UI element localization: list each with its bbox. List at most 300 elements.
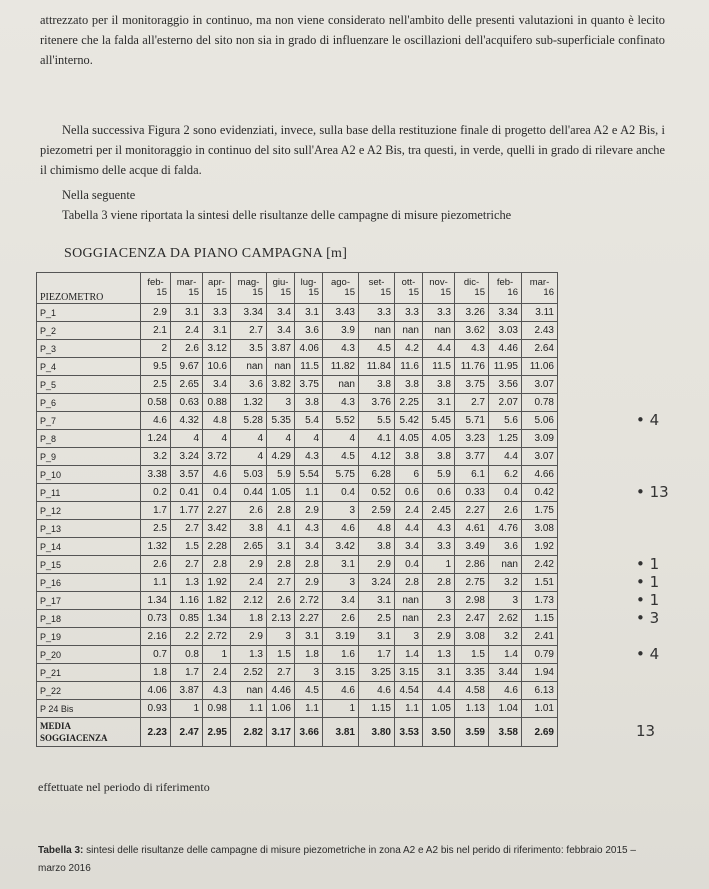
cell-value: 4.2	[395, 340, 423, 358]
cell-value: 5.03	[231, 466, 267, 484]
cell-value: 1.32	[141, 538, 171, 556]
handwritten-mark: • 4	[636, 644, 660, 663]
cell-value: 2.27	[455, 502, 489, 520]
table-body	[37, 304, 558, 747]
table-row	[37, 448, 558, 466]
cell-value: 2.72	[295, 592, 323, 610]
cell-value: 1.15	[359, 700, 395, 718]
cell-value: 2.2	[171, 628, 203, 646]
cell-value: 0.79	[522, 646, 558, 664]
cell-value: 4.1	[359, 430, 395, 448]
media-value: 3.80	[359, 718, 395, 747]
cell-value: 6.2	[489, 466, 522, 484]
cell-value: 1.06	[267, 700, 295, 718]
cell-value: 4.4	[423, 340, 455, 358]
cell-value: 1.05	[267, 484, 295, 502]
header-month: mag- 15	[231, 273, 267, 304]
cell-value: 3	[395, 628, 423, 646]
cell-value: 0.8	[171, 646, 203, 664]
cell-value: 1.5	[267, 646, 295, 664]
cell-value: 2.1	[141, 322, 171, 340]
cell-value: 1.01	[522, 700, 558, 718]
cell-value: 3.35	[455, 664, 489, 682]
cell-value: 3.87	[267, 340, 295, 358]
cell-value: 4.6	[489, 682, 522, 700]
cell-value: 2.4	[231, 574, 267, 592]
cell-value: 1.3	[171, 574, 203, 592]
cell-value: 2.86	[455, 556, 489, 574]
cell-value: 3.4	[323, 592, 359, 610]
cell-value: 1.05	[423, 700, 455, 718]
cell-value: 3.4	[267, 304, 295, 322]
media-value: 2.82	[231, 718, 267, 747]
cell-value: 1.15	[522, 610, 558, 628]
handwritten-mark: • 1	[636, 590, 660, 609]
cell-value: 0.6	[423, 484, 455, 502]
cell-value: 1.51	[522, 574, 558, 592]
cell-value: 3.8	[295, 394, 323, 412]
cell-value: 4.6	[359, 682, 395, 700]
cell-value: 4	[267, 430, 295, 448]
cell-value: 3.12	[203, 340, 231, 358]
cell-value: 3	[267, 628, 295, 646]
cell-value: 5.45	[423, 412, 455, 430]
cell-value: 3.44	[489, 664, 522, 682]
cell-value: 2.52	[231, 664, 267, 682]
cell-value: 0.4	[395, 556, 423, 574]
cell-value: 1.92	[203, 574, 231, 592]
cell-value: 2.6	[323, 610, 359, 628]
cell-value: 4.5	[295, 682, 323, 700]
cell-value: 11.06	[522, 358, 558, 376]
cell-value: 4.3	[455, 340, 489, 358]
table-row	[37, 682, 558, 700]
table-row	[37, 628, 558, 646]
header-month: set- 15	[359, 273, 395, 304]
cell-value: 2.72	[203, 628, 231, 646]
cell-value: 1.77	[171, 502, 203, 520]
cell-value: 1.8	[141, 664, 171, 682]
piezometer-name: P_1	[37, 304, 141, 322]
cell-value: 1.92	[522, 538, 558, 556]
cell-value: nan	[267, 358, 295, 376]
cell-value: 5.42	[395, 412, 423, 430]
cell-value: 4.6	[323, 520, 359, 538]
cell-value: 2.27	[295, 610, 323, 628]
cell-value: 0.78	[522, 394, 558, 412]
cell-value: 3.43	[323, 304, 359, 322]
media-row	[37, 718, 558, 747]
cell-value: 1.16	[171, 592, 203, 610]
table-row	[37, 502, 558, 520]
cell-value: 0.73	[141, 610, 171, 628]
table-row	[37, 484, 558, 502]
header-month: apr- 15	[203, 273, 231, 304]
cell-value: 2.6	[231, 502, 267, 520]
cell-value: 3.6	[295, 322, 323, 340]
cell-value: 5.35	[267, 412, 295, 430]
cell-value: 6.1	[455, 466, 489, 484]
cell-value: 1.1	[295, 484, 323, 502]
cell-value: 11.84	[359, 358, 395, 376]
cell-value: 11.95	[489, 358, 522, 376]
cell-value: 4.76	[489, 520, 522, 538]
cell-value: 4.4	[489, 448, 522, 466]
cell-value: 3.62	[455, 322, 489, 340]
cell-value: 4.61	[455, 520, 489, 538]
cell-value: 5.6	[489, 412, 522, 430]
cell-value: 2.4	[395, 502, 423, 520]
cell-value: 3.25	[359, 664, 395, 682]
cell-value: 1.1	[141, 574, 171, 592]
cell-value: 3.4	[203, 376, 231, 394]
cell-value: 3.57	[171, 466, 203, 484]
cell-value: 1.94	[522, 664, 558, 682]
cell-value: 2.42	[522, 556, 558, 574]
header-month: mar- 15	[171, 273, 203, 304]
paragraph-figure-2: Nella successiva Figura 2 sono evidenziati, invece, sulla base della restituzione finale di progetto dell'area A2 e A2 Bis, i piezometri per il monitoraggio in continuo del sito sull'Area A2 e A2 Bis, tra questi, in verde, quelli in grado di rilevare anche il chimismo delle acque di falda.	[40, 123, 665, 177]
cell-value: 1.3	[423, 646, 455, 664]
cell-value: 11.76	[455, 358, 489, 376]
table-row	[37, 412, 558, 430]
cell-value: 1.8	[295, 646, 323, 664]
cell-value: 4.8	[203, 412, 231, 430]
cell-value: 0.44	[231, 484, 267, 502]
cell-value: 4.8	[359, 520, 395, 538]
cell-value: 1.4	[395, 646, 423, 664]
header-month: nov- 15	[423, 273, 455, 304]
cell-value: 3.1	[359, 628, 395, 646]
cell-value: 5.75	[323, 466, 359, 484]
cell-value: 3.5	[231, 340, 267, 358]
cell-value: 2.7	[231, 322, 267, 340]
piezometer-name: P_19	[37, 628, 141, 646]
cell-value: 3.24	[359, 574, 395, 592]
cell-value: 2.9	[295, 574, 323, 592]
cell-value: 3	[323, 502, 359, 520]
cell-value: 3.1	[295, 304, 323, 322]
cell-value: 3.8	[231, 520, 267, 538]
cell-value: 0.52	[359, 484, 395, 502]
table-row	[37, 430, 558, 448]
cell-value: 4.4	[395, 520, 423, 538]
cell-value: 4.5	[359, 340, 395, 358]
cell-value: 5.06	[522, 412, 558, 430]
table-row	[37, 394, 558, 412]
cell-value: 4.3	[295, 520, 323, 538]
piezometer-name: P_20	[37, 646, 141, 664]
header-month: feb- 16	[489, 273, 522, 304]
cell-value: 3.11	[522, 304, 558, 322]
piezometer-name: P_12	[37, 502, 141, 520]
cell-value: 2.07	[489, 394, 522, 412]
cell-value: 4.46	[267, 682, 295, 700]
piezometer-name: P_10	[37, 466, 141, 484]
cell-value: 5.9	[267, 466, 295, 484]
media-value: 3.58	[489, 718, 522, 747]
handwritten-mark: • 1	[636, 554, 660, 573]
cell-value: 3.03	[489, 322, 522, 340]
cell-value: 2.3	[423, 610, 455, 628]
cell-value: 10.6	[203, 358, 231, 376]
piezometer-name: P_22	[37, 682, 141, 700]
paragraph-tabella-3: Tabella 3 viene riportata la sintesi delle risultanze delle campagne di misure piezometriche	[62, 208, 512, 222]
cell-value: 3.4	[395, 538, 423, 556]
cell-value: 3.4	[295, 538, 323, 556]
cell-value: 3.75	[295, 376, 323, 394]
piezometer-name: P_4	[37, 358, 141, 376]
cell-value: 0.7	[141, 646, 171, 664]
paragraph-intro: attrezzato per il monitoraggio in continuo, ma non viene considerato nell'ambito delle presenti valutazioni in quanto è lecito ritenere che la falda all'esterno del sito non sia in grado di influenzare le oscillazioni dell'acquifero sub-superficiale confinato all'interno.	[40, 13, 665, 67]
cell-value: 2.8	[395, 574, 423, 592]
cell-value: 2.4	[171, 322, 203, 340]
cell-value: 4.54	[395, 682, 423, 700]
cell-value: 2.7	[267, 574, 295, 592]
cell-value: 3.8	[423, 376, 455, 394]
cell-value: 4.3	[203, 682, 231, 700]
table-caption	[38, 842, 658, 878]
cell-value: 0.4	[489, 484, 522, 502]
cell-value: 2.7	[171, 520, 203, 538]
cell-value: 2.43	[522, 322, 558, 340]
table-row	[37, 700, 558, 718]
cell-value: 4.6	[141, 412, 171, 430]
cell-value: 9.67	[171, 358, 203, 376]
table-title: SOGGIACENZA DA PIANO CAMPAGNA [m]	[64, 246, 348, 261]
cell-value: 3.3	[359, 304, 395, 322]
media-value: 2.95	[203, 718, 231, 747]
cell-value: 2.8	[267, 502, 295, 520]
caption-label: Tabella 3:	[38, 845, 84, 856]
cell-value: 4.6	[323, 682, 359, 700]
table-row	[37, 322, 558, 340]
cell-value: 2.6	[489, 502, 522, 520]
cell-value: 3.09	[522, 430, 558, 448]
cell-value: 3.3	[423, 538, 455, 556]
cell-value: 1.75	[522, 502, 558, 520]
cell-value: 2.47	[455, 610, 489, 628]
header-month: feb- 15	[141, 273, 171, 304]
cell-value: 3	[267, 394, 295, 412]
cell-value: 3.8	[359, 376, 395, 394]
cell-value: nan	[395, 322, 423, 340]
cell-value: 4	[231, 430, 267, 448]
cell-value: 6	[395, 466, 423, 484]
cell-value: 9.5	[141, 358, 171, 376]
cell-value: 0.6	[395, 484, 423, 502]
cell-value: 0.93	[141, 700, 171, 718]
cell-value: 3.56	[489, 376, 522, 394]
cell-value: 1.34	[203, 610, 231, 628]
cell-value: 3.77	[455, 448, 489, 466]
cell-value: 5.52	[323, 412, 359, 430]
cell-value: 3.1	[203, 322, 231, 340]
piezometer-name: P_13	[37, 520, 141, 538]
cell-value: 3.8	[395, 376, 423, 394]
cell-value: 2.4	[203, 664, 231, 682]
header-month: dic- 15	[455, 273, 489, 304]
cell-value: 0.58	[141, 394, 171, 412]
header-piezometro: PIEZOMETRO	[37, 273, 141, 304]
cell-value: 1.3	[231, 646, 267, 664]
cell-value: 4.12	[359, 448, 395, 466]
piezometer-name: P_18	[37, 610, 141, 628]
cell-value: 4.3	[423, 520, 455, 538]
table-footer-note: effettuate nel periodo di riferimento	[38, 780, 210, 794]
cell-value: 1.7	[359, 646, 395, 664]
cell-value: 1.32	[231, 394, 267, 412]
cell-value: 0.4	[203, 484, 231, 502]
cell-value: 2.64	[522, 340, 558, 358]
table-row	[37, 538, 558, 556]
cell-value: 3.72	[203, 448, 231, 466]
cell-value: 2.6	[171, 340, 203, 358]
cell-value: 4	[323, 430, 359, 448]
cell-value: 2.75	[455, 574, 489, 592]
cell-value: 3	[323, 574, 359, 592]
header-month: ott- 15	[395, 273, 423, 304]
cell-value: 4.66	[522, 466, 558, 484]
cell-value: 3.08	[522, 520, 558, 538]
cell-value: 2.7	[171, 556, 203, 574]
cell-value: 3.42	[203, 520, 231, 538]
cell-value: 2.9	[141, 304, 171, 322]
piezometer-table	[36, 272, 558, 747]
cell-value: 1.34	[141, 592, 171, 610]
cell-value: 1.24	[141, 430, 171, 448]
caption-text: sintesi delle risultanze delle campagne di misure piezometriche in zona A2 e A2 bis nel perido di riferimento: febbraio 2015 – marzo 2016	[38, 845, 636, 874]
cell-value: 3.34	[231, 304, 267, 322]
cell-value: 0.85	[171, 610, 203, 628]
cell-value: 0.33	[455, 484, 489, 502]
cell-value: 1.1	[231, 700, 267, 718]
cell-value: 2.28	[203, 538, 231, 556]
cell-value: 2.6	[267, 592, 295, 610]
cell-value: 3.8	[359, 538, 395, 556]
media-value: 2.47	[171, 718, 203, 747]
cell-value: 0.42	[522, 484, 558, 502]
cell-value: 3.08	[455, 628, 489, 646]
cell-value: 3.87	[171, 682, 203, 700]
cell-value: 3.8	[395, 448, 423, 466]
cell-value: 1.4	[489, 646, 522, 664]
cell-value: nan	[359, 322, 395, 340]
header-month: ago- 15	[323, 273, 359, 304]
cell-value: 3.1	[171, 304, 203, 322]
cell-value: 0.98	[203, 700, 231, 718]
cell-value: 3.07	[522, 448, 558, 466]
media-value: 2.23	[141, 718, 171, 747]
table-row	[37, 466, 558, 484]
cell-value: 2.65	[171, 376, 203, 394]
paragraph-seguente: Nella seguente	[62, 188, 136, 202]
cell-value: 0.88	[203, 394, 231, 412]
cell-value: 3.3	[395, 304, 423, 322]
cell-value: 3.6	[231, 376, 267, 394]
cell-value: 5.5	[359, 412, 395, 430]
cell-value: 2.9	[231, 628, 267, 646]
cell-value: 3.3	[423, 304, 455, 322]
cell-value: 3	[423, 592, 455, 610]
cell-value: 4.4	[423, 682, 455, 700]
cell-value: 1.1	[295, 700, 323, 718]
cell-value: 3.2	[141, 448, 171, 466]
cell-value: 2.9	[359, 556, 395, 574]
cell-value: 4	[295, 430, 323, 448]
cell-value: 2.5	[141, 520, 171, 538]
cell-value: 11.5	[295, 358, 323, 376]
cell-value: 2.8	[295, 556, 323, 574]
cell-value: 4.3	[323, 340, 359, 358]
cell-value: 2.98	[455, 592, 489, 610]
cell-value: 1	[171, 700, 203, 718]
cell-value: 5.28	[231, 412, 267, 430]
cell-value: 2.65	[231, 538, 267, 556]
piezometer-name: P_8	[37, 430, 141, 448]
cell-value: 3.2	[489, 628, 522, 646]
cell-value: 2.12	[231, 592, 267, 610]
table-header-row	[37, 273, 558, 304]
cell-value: 3.26	[455, 304, 489, 322]
cell-value: 1.7	[171, 664, 203, 682]
table-row	[37, 376, 558, 394]
cell-value: 3.82	[267, 376, 295, 394]
cell-value: nan	[323, 376, 359, 394]
cell-value: 4.29	[267, 448, 295, 466]
piezometer-name: P_14	[37, 538, 141, 556]
cell-value: 2.27	[203, 502, 231, 520]
handwritten-mark: 13	[636, 722, 656, 740]
cell-value: 2.45	[423, 502, 455, 520]
cell-value: 3.9	[323, 322, 359, 340]
piezometer-name: P_21	[37, 664, 141, 682]
header-month: mar- 16	[522, 273, 558, 304]
cell-value: 2.8	[203, 556, 231, 574]
cell-value: 2.9	[295, 502, 323, 520]
cell-value: 1.82	[203, 592, 231, 610]
cell-value: 4.05	[423, 430, 455, 448]
table-row	[37, 592, 558, 610]
piezometer-name: P_9	[37, 448, 141, 466]
media-label: MEDIA SOGGIACENZA	[37, 718, 141, 747]
media-value: 3.50	[423, 718, 455, 747]
media-value: 2.69	[522, 718, 558, 747]
handwritten-mark: • 13	[636, 482, 669, 501]
cell-value: nan	[423, 322, 455, 340]
media-value: 3.81	[323, 718, 359, 747]
cell-value: 1.5	[171, 538, 203, 556]
cell-value: 5.9	[423, 466, 455, 484]
cell-value: 3.8	[423, 448, 455, 466]
handwritten-mark: • 1	[636, 572, 660, 591]
cell-value: 2.9	[423, 628, 455, 646]
handwritten-mark: • 3	[636, 608, 660, 627]
cell-value: 2.7	[267, 664, 295, 682]
cell-value: 3.76	[359, 394, 395, 412]
cell-value: nan	[395, 610, 423, 628]
cell-value: 3.19	[323, 628, 359, 646]
media-value: 3.66	[295, 718, 323, 747]
cell-value: 3.1	[423, 664, 455, 682]
cell-value: 3.15	[323, 664, 359, 682]
header-month: lug- 15	[295, 273, 323, 304]
cell-value: 6.13	[522, 682, 558, 700]
table-row	[37, 340, 558, 358]
piezometer-name: P_17	[37, 592, 141, 610]
cell-value: 5.4	[295, 412, 323, 430]
cell-value: nan	[395, 592, 423, 610]
cell-value: 1.25	[489, 430, 522, 448]
